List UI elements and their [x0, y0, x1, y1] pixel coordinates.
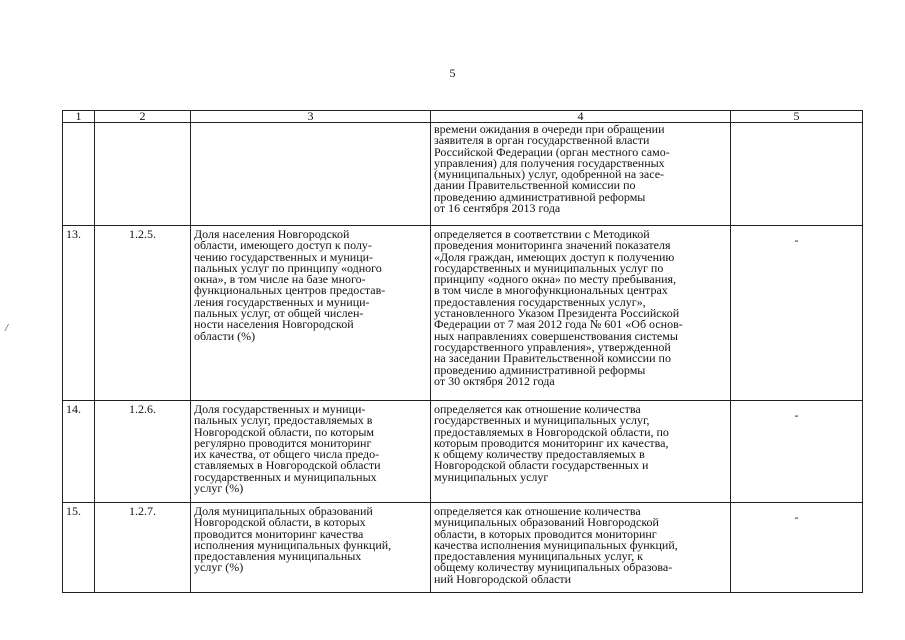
column-5-cell — [731, 123, 863, 226]
indicator-code: 1.2.7. — [95, 503, 191, 593]
column-header: 4 — [431, 111, 731, 123]
indicator-name: Доля муниципальных образований Новгородской области, в которых проводится мониторинг качества исполнения муниципальных функций, предоставления муниципальных услуг (%) — [191, 503, 431, 593]
page-number: 5 — [449, 66, 456, 80]
column-5-cell — [731, 401, 863, 503]
indicator-name: Доля населения Новгородской области, имеющего доступ к полу- чению государственных и муници- пальных услуг по принципу «одного окна», в том числе на базе много- функциональных центров предостав- ления государственных и муници- пальных услуг, от общей числен- ности населения Новгородской области (%) — [191, 226, 431, 401]
column-5-value: - — [794, 233, 799, 247]
column-header: 1 — [63, 111, 95, 123]
row-number: 13. — [63, 226, 95, 401]
row-number — [63, 123, 95, 226]
indicators-table — [62, 110, 863, 593]
table-row — [63, 401, 863, 503]
table-header-row — [63, 111, 863, 123]
column-header: 3 — [191, 111, 431, 123]
indicator-name — [191, 123, 431, 226]
row-number: 15. — [63, 503, 95, 593]
calculation-method: времени ожидания в очереди при обращении заявителя в орган государственной власти Российской Федерации (орган местного само- управления) для получения государственных (муниципальных) услуг, одобренной на засе- дании Правительственной комиссии по проведению административной реформы от 16 сентября 2013 года — [431, 123, 731, 226]
indicator-code — [95, 123, 191, 226]
row-number: 14. — [63, 401, 95, 503]
table-row — [63, 503, 863, 593]
column-5-value: - — [794, 408, 799, 422]
table-row — [63, 226, 863, 401]
column-5-cell — [731, 226, 863, 401]
margin-mark: / — [5, 322, 9, 334]
indicator-code: 1.2.5. — [95, 226, 191, 401]
column-header: 5 — [731, 111, 863, 123]
calculation-method: определяется как отношение количества муниципальных образований Новгородской области, в которых проводится мониторинг качества исполнения муниципальных функций, предоставления муниципальных услуг, к общему количеству муниципальных образова- ний Новгородской области — [431, 503, 731, 593]
calculation-method: определяется как отношение количества государственных и муниципальных услуг, предоставляемых в Новгородской области, по которым проводится мониторинг их качества, к общему количеству предоставляемых в Новгородской области государственных и муниципальных услуг — [431, 401, 731, 503]
indicator-name: Доля государственных и муници- пальных услуг, предоставляемых в Новгородской области, по которым регулярно проводится мониторинг их качества, от общего числа предо- ставляемых в Новгородской области государственных и муниципальных услуг (%) — [191, 401, 431, 503]
table-row — [63, 123, 863, 226]
calculation-method: определяется в соответствии с Методикой проведения мониторинга значений показателя «Доля граждан, имеющих доступ к получению государственных и муниципальных услуг по принципу «одного окна» по месту пребывания, в том числе в многофункциональных центрах предоставления государственных услуг», установленного Указом Президента Российской Федерации от 7 мая 2012 года № 601 «Об основ- ных направлениях совершенствования системы государственного управления», утвержденной на заседании Правительственной комиссии по проведению административной реформы от 30 октября 2012 года — [431, 226, 731, 401]
indicator-code: 1.2.6. — [95, 401, 191, 503]
column-5-value: - — [794, 510, 799, 524]
column-header: 2 — [95, 111, 191, 123]
column-5-cell — [731, 503, 863, 593]
